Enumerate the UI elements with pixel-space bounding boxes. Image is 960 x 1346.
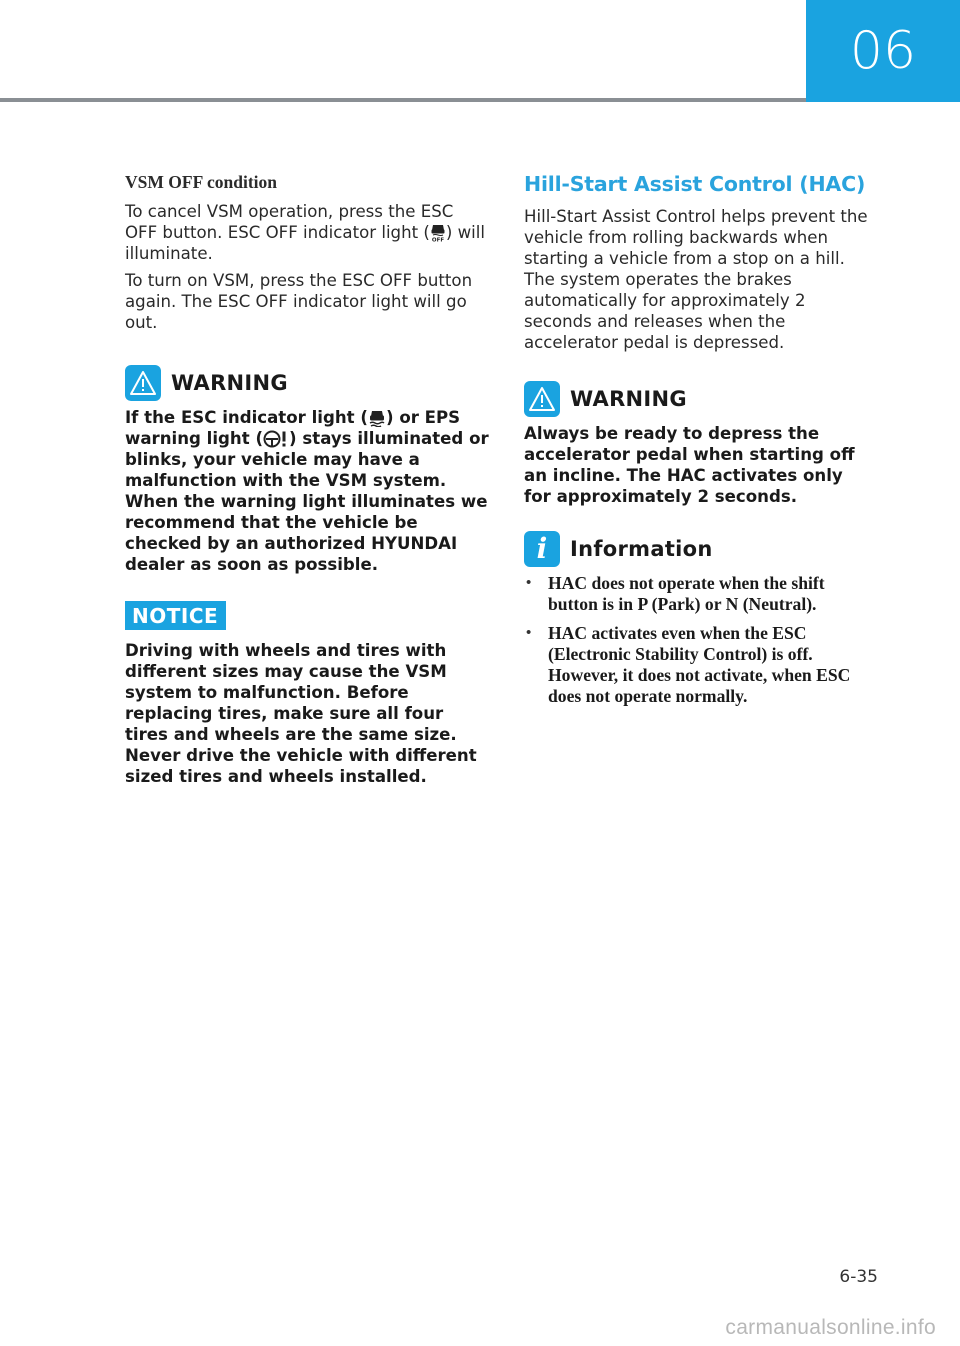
warning-text-a: If the ESC indicator light (: [125, 408, 368, 427]
watermark: carmanualsonline.info: [725, 1316, 936, 1339]
right-warning-title: WARNING: [570, 387, 687, 411]
right-column: [524, 172, 869, 715]
information-title: Information: [570, 537, 713, 561]
information-header: [524, 531, 869, 567]
left-warning-text: [125, 407, 490, 575]
header-rule: [0, 98, 806, 102]
page-number: 6-35: [839, 1267, 878, 1287]
vsm-off-paragraph-2: To turn on VSM, press the ESC OFF button again. The ESC OFF indicator light will go out.: [125, 271, 473, 332]
list-item: • HAC does not operate when the shift button is in P (Park) or N (Neutral).: [524, 573, 869, 615]
esc-off-indicator-icon: [430, 222, 446, 242]
left-warning-title: WARNING: [171, 371, 288, 395]
p1-text-b: ) will illuminate.: [125, 223, 486, 263]
svg-text:OFF: OFF: [431, 237, 444, 242]
hac-section-title: Hill-Start Assist Control (HAC): [524, 172, 866, 196]
vsm-off-paragraph-1: [125, 201, 490, 264]
chapter-tab: 06: [806, 0, 960, 102]
right-warning-header: [524, 381, 869, 417]
warning-triangle-icon: [125, 365, 161, 401]
information-icon: i: [524, 531, 560, 567]
p1-text-a: To cancel VSM operation, press the ESC OFF button. ESC OFF indicator light (: [125, 202, 454, 242]
list-item: • HAC activates even when the ESC (Electronic Stability Control) is off. However, it does not activate, when ESC does not operate normally.: [524, 623, 869, 707]
vsm-off-heading: VSM OFF condition: [125, 172, 277, 192]
esc-indicator-icon: [368, 409, 386, 427]
warning-text-b: ) or EPS warning light (: [125, 408, 461, 448]
notice-badge: NOTICE: [125, 601, 226, 630]
right-warning-text: Always be ready to depress the accelerator pedal when starting off an incline. The HAC activates only for approximately 2 seconds.: [524, 424, 855, 506]
notice-text: Driving with wheels and tires with different sizes may cause the VSM system to malfunction. Before replacing tires, make sure all four tires and wheels are the same size. Never drive the vehicle with different sized tires and wheels installed.: [125, 641, 477, 786]
information-list: [524, 573, 869, 707]
warning-text-c: ) stays illuminated or blinks, your vehicle may have a malfunction with the VSM system. When the warning light illuminates we recommend that the vehicle be checked by an authorized HYUNDAI dealer as soon as possible.: [125, 429, 489, 574]
warning-triangle-icon: [524, 381, 560, 417]
hac-intro: Hill-Start Assist Control helps prevent the vehicle from rolling backwards when starting a vehicle from a stop on a hill. The system operates the brakes automatically for approximately 2 seconds and releases when the accelerator pedal is depressed.: [524, 207, 868, 352]
left-column: [125, 172, 490, 787]
eps-warning-icon: [263, 430, 289, 448]
left-warning-header: [125, 365, 490, 401]
